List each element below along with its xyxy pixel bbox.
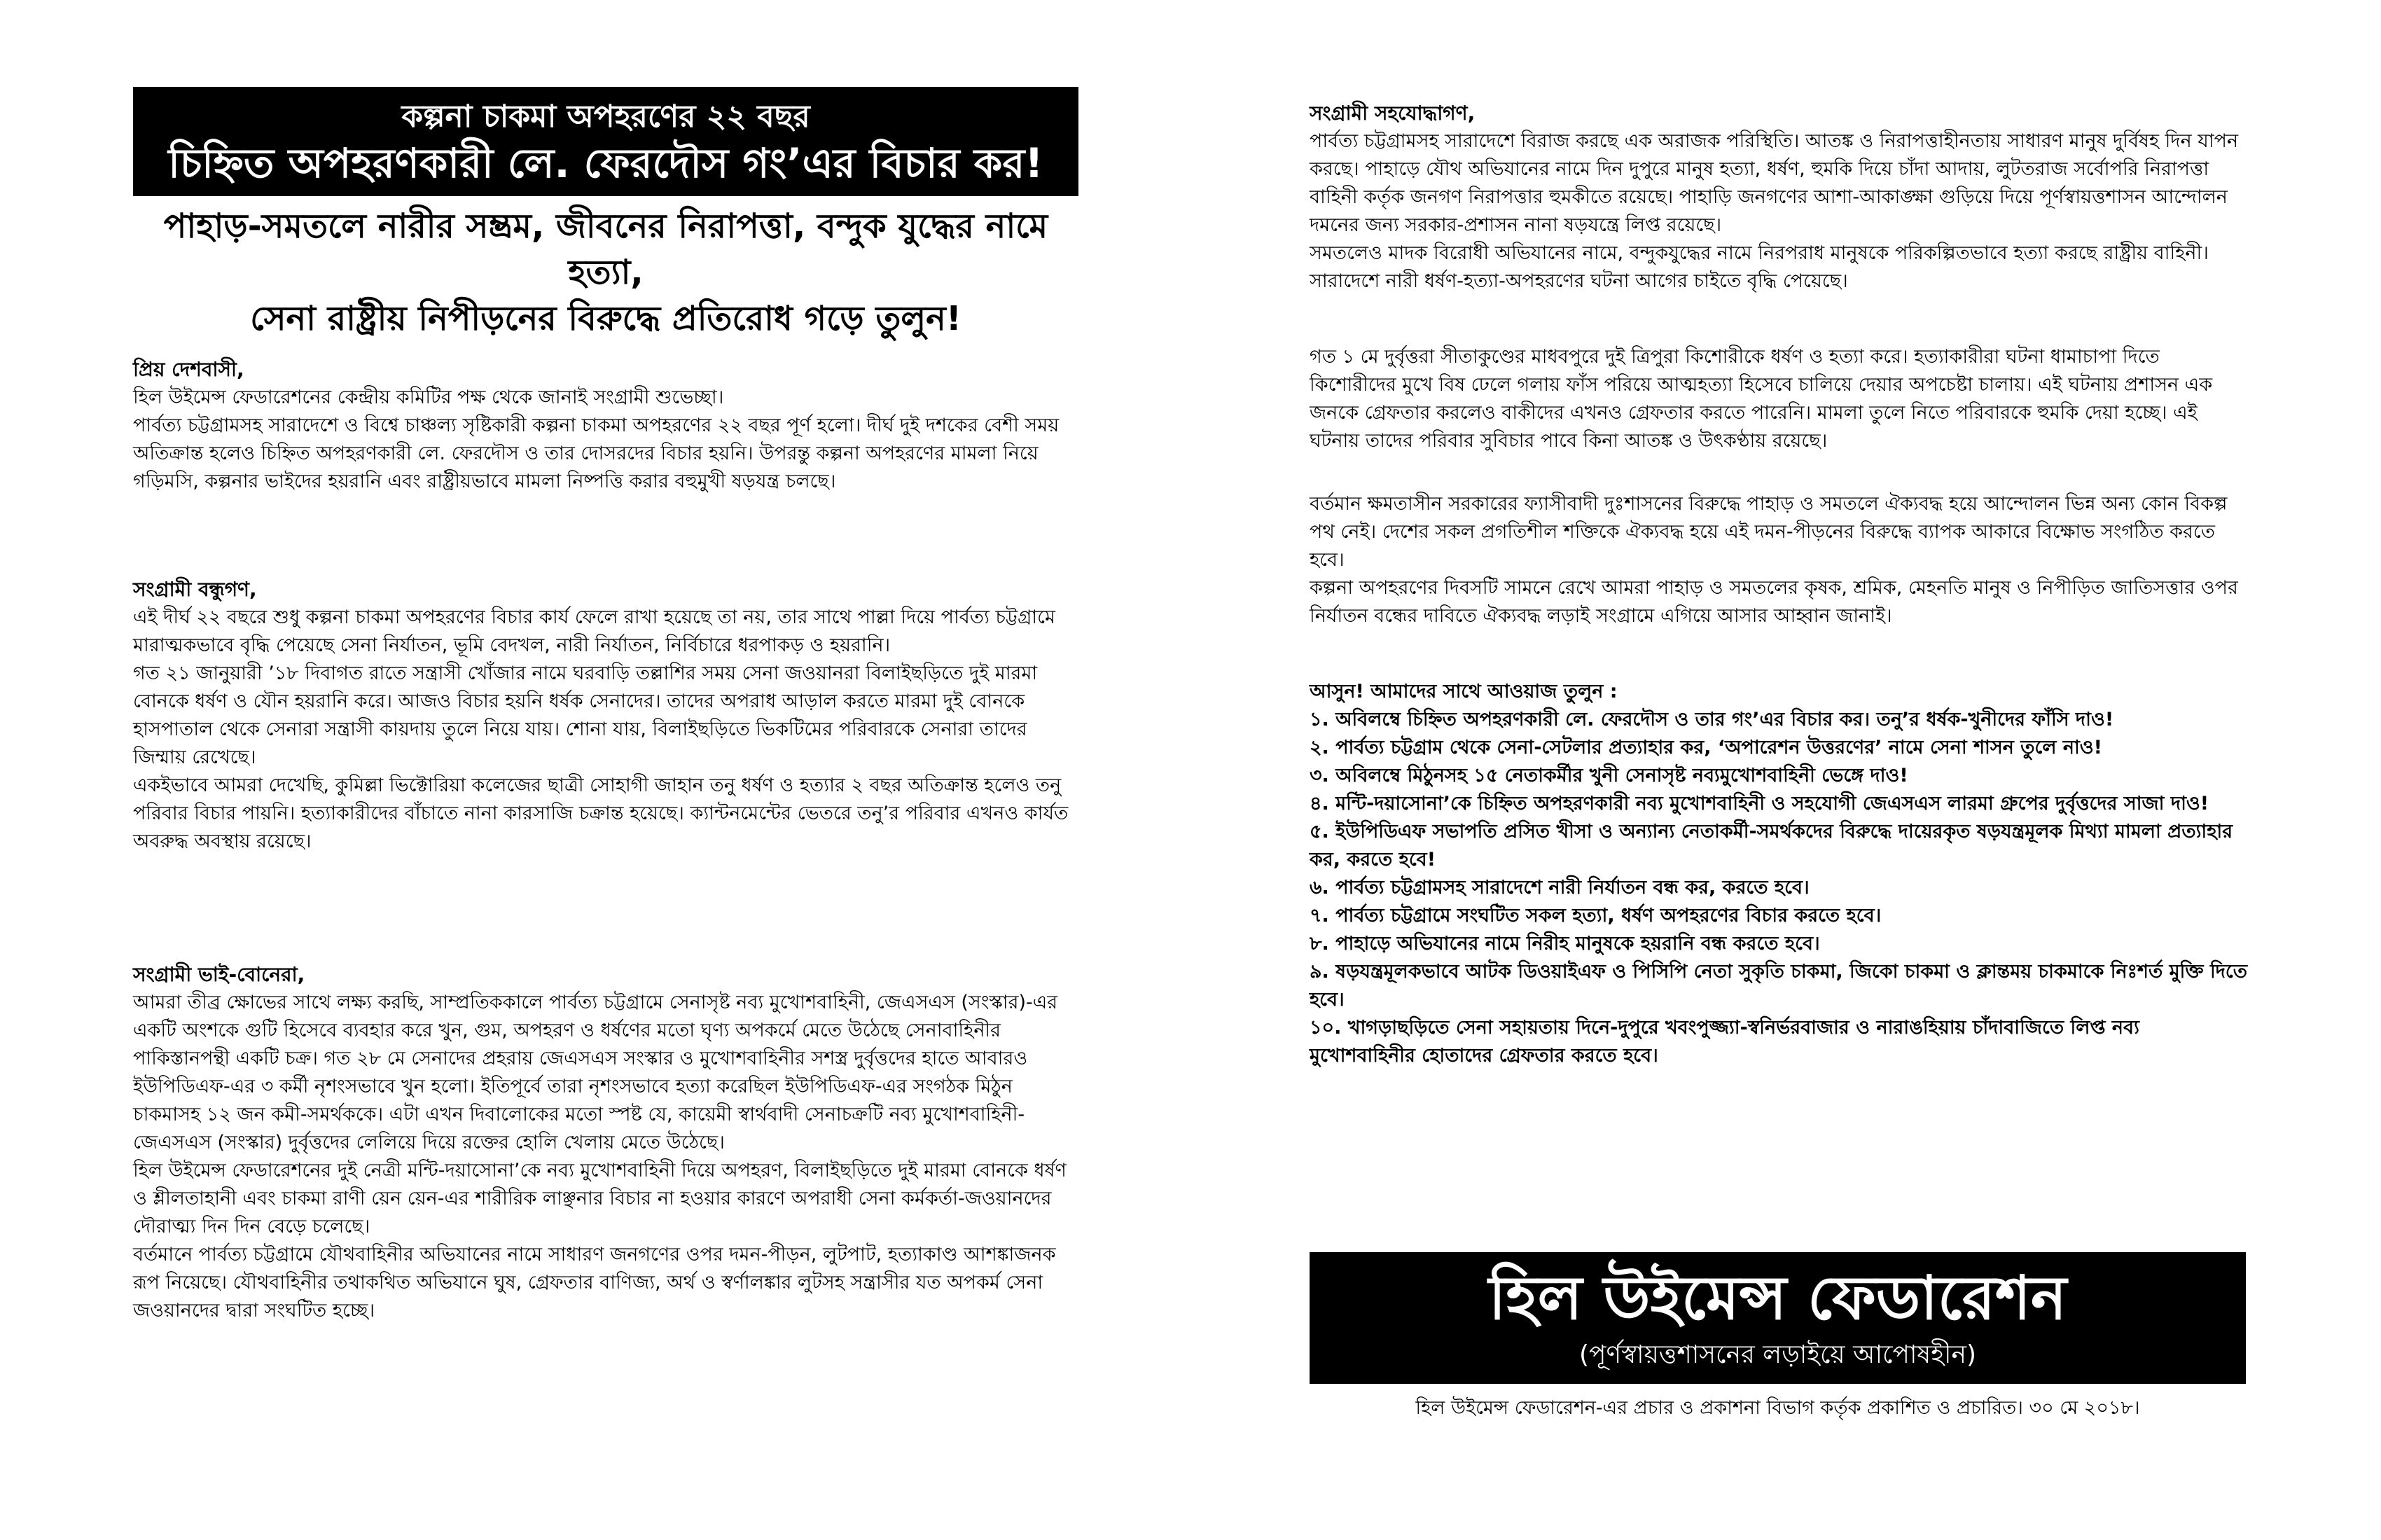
demand-item: ৭. পার্বত্য চট্টগ্রামে সংঘটিত সকল হত্যা, ধর্ষণ অপহরণের বিচার করতে হবে। bbox=[1310, 905, 1882, 927]
paragraph: হিল উইমেন্স ফেডারেশনের কেন্দ্রীয় কমিটির পক্ষ থেকে জানাই সংগ্রামী শুভেচ্ছা। bbox=[133, 387, 724, 408]
demand-item: ৫. ইউপিডিএফ সভাপতি প্রসিত খীসা ও অন্যান্য নেতাকর্মী-সমর্থকদের বিরুদ্ধে দায়েরকৃত ষড়যন্ত্রমূলক মিথ্যা মামলা প্রত্যাহার কর, করতে হবে! bbox=[1310, 821, 2233, 870]
section-sitakunda-incident bbox=[1310, 343, 2248, 455]
paragraph: পার্বত্য চট্টগ্রামসহ সারাদেশে ও বিশ্বে চাঞ্চল্য সৃষ্টিকারী কল্পনা চাকমা অপহরণের ২২ বছর পূর্ণ হলো। দীর্ঘ দুই দশকের বেশী সময় অতিক্রান্ত হলেও চিহ্নিত অপহরণকারী লে. ফেরদৌস ও তার দোসরদের বিচার হয়নি। উপরন্তু কল্পনা অপহরণের মামলা নিয়ে গড়িমসি, কল্পনার ভাইদের হয়রানি এবং রাষ্ট্রীয়ভাবে মামলা নিষ্পত্তি করার বহুমুখী ষড়যন্ত্র চলছে। bbox=[133, 415, 1060, 492]
slogan bbox=[133, 203, 1078, 342]
demand-item: ৩. অবিলম্বে মিঠুনসহ ১৫ নেতাকর্মীর খুনী সেনাসৃষ্ট নব্যমুখোশবাহিনী ভেঙ্গে দাও! bbox=[1310, 765, 1908, 786]
section-comrade-friends bbox=[133, 576, 1078, 856]
organization-banner bbox=[1310, 1252, 2246, 1384]
section-heading: সংগ্রামী ভাই-বোনেরা, bbox=[133, 963, 305, 986]
demand-item: ৪. মন্টি-দয়াসোনা’কে চিহ্নিত অপহরণকারী নব্য মুখোশবাহিনী ও সহযোগী জেএসএস লারমা গ্রুপের দুর্বৃত্তদের সাজা দাও! bbox=[1310, 793, 2209, 814]
paragraph: সমতলেও মাদক বিরোধী অভিযানের নামে, বন্দুকযুদ্ধের নামে নিরপরাধ মানুষকে পরিকল্পিতভাবে হত্যা করছে রাষ্ট্রীয় বাহিনী। সারাদেশে নারী ধর্ষণ-হত্যা-অপহরণের ঘটনা আগের চাইতে বৃদ্ধি পেয়েছে। bbox=[1310, 242, 2209, 292]
title-banner bbox=[133, 87, 1078, 196]
demands-heading: আসুন! আমাদের সাথে আওয়াজ তুলুন : bbox=[1310, 681, 1618, 702]
section-fellow-fighters bbox=[1310, 99, 2248, 296]
demand-item: ১০. খাগড়াছড়িতে সেনা সহায়তায় দিনে-দুপুরে খবংপুজ্জ্যা-স্বনির্ভরবাজার ও নারাঙহিয়ায় চাঁদাবাজিতে লিপ্ত নব্য মুখোশবাহিনীর হোতাদের গ্রেফতার করতে হবে। bbox=[1310, 1017, 2139, 1067]
slogan-line-2: সেনা রাষ্ট্রীয় নিপীড়নের বিরুদ্ধে প্রতিরোধ গড়ে তুলুন! bbox=[250, 299, 962, 338]
paragraph: গত ২১ জানুয়ারী ’১৮ দিবাগত রাতে সন্ত্রাসী খোঁজার নামে ঘরবাড়ি তল্লাশির সময় সেনা জওয়ানরা বিলাইছড়িতে দুই মারমা বোনকে ধর্ষণ ও যৌন হয়রানি করে। আজও বিচার হয়নি ধর্ষক সেনাদের। তাদের অপরাধ আড়াল করতে মারমা দুই বোনকে হাসপাতাল থেকে সেনারা সন্ত্রাসী কায়দায় তুলে নিয়ে যায়। শোনা যায়, বিলাইছড়িতে ভিকটিমের পরিবারকে সেনারা তাদের জিম্মায় রেখেছে। bbox=[133, 663, 1038, 768]
section-call-to-unite bbox=[1310, 490, 2248, 630]
paragraph: কল্পনা অপহরণের দিবসটি সামনে রেখে আমরা পাহাড় ও সমতলের কৃষক, শ্রমিক, মেহনতি মানুষ ও নিপীড়িত জাতিসত্তার ওপর নির্যাতন বন্ধের দাবিতে ঐক্যবদ্ধ লড়াই সংগ্রামে এগিয়ে আসার আহ্বান জানাই। bbox=[1310, 577, 2238, 627]
paragraph: এই দীর্ঘ ২২ বছরে শুধু কল্পনা চাকমা অপহরণের বিচার কার্য ফেলে রাখা হয়েছে তা নয়, তার সাথে পাল্লা দিয়ে পার্বত্য চট্টগ্রামে মারাত্মকভাবে বৃদ্ধি পেয়েছে সেনা নির্যাতন, ভূমি বেদখল, নারী নির্যাতন, নির্বিচারে ধরপাকড় ও হয়রানি। bbox=[133, 606, 1055, 656]
paragraph: একইভাবে আমরা দেখেছি, কুমিল্লা ভিক্টোরিয়া কলেজের ছাত্রী সোহাগী জাহান তনু ধর্ষণ ও হত্যার ২ বছর অতিক্রান্ত হলেও তনু পরিবার বিচার পায়নি। হত্যাকারীদের বাঁচাতে নানা কারসাজি চক্রান্ত হয়েছে। ক্যান্টনমেন্টের ভেতরে তনু’র পরিবার এখনও কার্যত অবরুদ্ধ অবস্থায় রয়েছে। bbox=[133, 775, 1069, 852]
demand-item: ৬. পার্বত্য চট্টগ্রামসহ সারাদেশে নারী নির্যাতন বন্ধ কর, করতে হবে। bbox=[1310, 877, 1810, 899]
organization-name: হিল উইমেন্স ফেডারেশন bbox=[1488, 1263, 2067, 1333]
title-line-1: কল্পনা চাকমা অপহরণের ২২ বছর bbox=[401, 99, 810, 134]
publication-note: হিল উইমেন্স ফেডারেশন-এর প্রচার ও প্রকাশনা বিভাগ কর্তৃক প্রকাশিত ও প্রচারিত। ৩০ মে ২০১৮। bbox=[1415, 1397, 2140, 1419]
slogan-line-1: পাহাড়-সমতলে নারীর সম্ভ্রম, জীবনের নিরাপত্তা, বন্দুক যুদ্ধের নামে হত্যা, bbox=[163, 207, 1048, 292]
demand-item: ৯. ষড়যন্ত্রমূলকভাবে আটক ডিওয়াইএফ ও পিসিপি নেতা সুকৃতি চাকমা, জিকো চাকমা ও ক্লান্তময় চাকমাকে নিঃশর্ত মুক্তি দিতে হবে। bbox=[1310, 961, 2248, 1011]
section-dear-countrymen bbox=[133, 356, 1078, 496]
section-brothers-sisters bbox=[133, 961, 1078, 1325]
demand-item: ৮. পাহাড়ে অভিযানের নামে নিরীহ মানুষকে হয়রানি বন্ধ করতে হবে। bbox=[1310, 933, 1820, 955]
paragraph: বর্তমান ক্ষমতাসীন সরকারের ফ্যাসীবাদী দুঃশাসনের বিরুদ্ধে পাহাড় ও সমতলে ঐক্যবদ্ধ হয়ে আন্দোলন ভিন্ন অন্য কোন বিকল্প পথ নেই। দেশের সকল প্রগতিশীল শক্তিকে ঐক্যবদ্ধ হয়ে এই দমন-পীড়নের বিরুদ্ধে ব্যাপক আকারে বিক্ষোভ সংগঠিত করতে হবে। bbox=[1310, 493, 2228, 571]
paragraph: পার্বত্য চট্টগ্রামসহ সারাদেশে বিরাজ করছে এক অরাজক পরিস্থিতি। আতঙ্ক ও নিরাপত্তাহীনতায় সাধারণ মানুষ দুর্বিষহ দিন যাপন করছে। পাহাড়ে যৌথ অভিযানের নামে দিন দুপুরে মানুষ হত্যা, ধর্ষণ, হুমকি দিয়ে চাঁদা আদায়, লুটতরাজ সর্বোপরি নিরাপত্তা বাহিনী কর্তৃক জনগণ নিরাপত্তার হুমকীতে রয়েছে। পাহাড়ি জনগণের আশা-আকাঙ্ক্ষা গুড়িয়ে দিয়ে পূর্ণস্বায়ত্তশাসন আন্দোলন দমনের জন্য সরকার-প্রশাসন নানা ষড়যন্ত্রে লিপ্ত রয়েছে। bbox=[1310, 130, 2239, 236]
section-heading: প্রিয় দেশবাসী, bbox=[133, 358, 244, 381]
title-line-2: চিহ্নিত অপহরণকারী লে. ফেরদৌস গং’এর বিচার কর! bbox=[168, 139, 1043, 187]
paragraph: আমরা তীব্র ক্ষোভের সাথে লক্ষ্য করছি, সাম্প্রতিককালে পার্বত্য চট্টগ্রামে সেনাসৃষ্ট নব্য মুখোশবাহিনী, জেএসএস (সংস্কার)-এর একটি অংশকে গুটি হিসেবে ব্যবহার করে খুন, গুম, অপহরণ ও ধর্ষণের মতো ঘৃণ্য অপকর্মে মেতে উঠেছে সেনাবাহিনীর পাকিস্তানপন্থী একটি চক্র। গত ২৮ মে সেনাদের প্রহরায় জেএসএস সংস্কার ও মুখোশবাহিনীর সশস্ত্র দুর্বৃত্তদের হাতে আবারও ইউপিডিএফ-এর ৩ কর্মী নৃশংসভাবে খুন হলো। ইতিপূর্বে তারা নৃশংসভাবে হত্যা করেছিল ইউপিডিএফ-এর সংগঠক মিঠুন চাকমাসহ ১২ জন কমী-সমর্থককে। এটা এখন দিবালোকের মতো স্পষ্ট যে, কায়েমী স্বার্থবাদী সেনাচক্রটি নব্য মুখোশবাহিনী-জেএসএস (সংস্কার) দুর্বৃত্তদের লেলিয়ে দিয়ে রক্তের হোলি খেলায় মেতে উঠেছে। bbox=[133, 992, 1058, 1153]
paragraph: হিল উইমেন্স ফেডারেশনের দুই নেত্রী মন্টি-দয়াসোনা’কে নব্য মুখোশবাহিনী দিয়ে অপহরণ, বিলাইছড়িতে দুই মারমা বোনকে ধর্ষণ ও শ্লীলতাহানী এবং চাকমা রাণী য়েন য়েন-এর শারীরিক লাঞ্ছনার বিচার না হওয়ার কারণে অপরাধী সেনা কর্মকর্তা-জওয়ানদের দৌরাত্ম্য দিন দিন বেড়ে চলেছে। bbox=[133, 1160, 1067, 1237]
demand-item: ২. পার্বত্য চট্টগ্রাম থেকে সেনা-সেটলার প্রত্যাহার কর, ‘অপারেশন উত্তরণের’ নামে সেনা শাসন তুলে নাও! bbox=[1310, 737, 2102, 758]
paragraph: বর্তমানে পার্বত্য চট্টগ্রামে যৌথবাহিনীর অভিযানের নামে সাধারণ জনগণের ওপর দমন-পীড়ন, লুটপাট, হত্যাকাণ্ড আশঙ্কাজনক রূপ নিয়েছে। যৌথবাহিনীর তথাকথিত অভিযানে ঘুষ, গ্রেফতার বাণিজ্য, অর্থ ও স্বর্ণালঙ্কার লুটসহ সন্ত্রাসীর যত অপকর্ম সেনা জওয়ানদের দ্বারা সংঘটিত হচ্ছে। bbox=[133, 1244, 1056, 1322]
section-heading: সংগ্রামী বন্ধুগণ, bbox=[133, 578, 257, 601]
demand-item: ১. অবিলম্বে চিহ্নিত অপহরণকারী লে. ফেরদৌস ও তার গং’এর বিচার কর। তনু’র ধর্ষক-খুনীদের ফাঁসি দাও! bbox=[1310, 709, 2114, 730]
demands-list bbox=[1310, 678, 2248, 1070]
organization-tagline: (পূর্ণস্বায়ত্তশাসনের লড়াইয়ে আপোষহীন) bbox=[1578, 1340, 1976, 1369]
section-heading: সংগ্রামী সহযোদ্ধাগণ, bbox=[1310, 102, 1476, 125]
paragraph: গত ১ মে দুর্বৃত্তরা সীতাকুণ্ডের মাধবপুরে দুই ত্রিপুরা কিশোরীকে ধর্ষণ ও হত্যা করে। হত্যাকারীরা ঘটনা ধামাচাপা দিতে কিশোরীদের মুখে বিষ ঢেলে গলায় ফাঁস পরিয়ে আত্মহত্যা হিসেবে চালিয়ে দেয়ার অপচেষ্টা চালায়। এই ঘটনায় প্রশাসন এক জনকে গ্রেফতার করলেও বাকীদের এখনও গ্রেফতার করতে পারেনি। মামলা তুলে নিতে পরিবারকে হুমকি দেয়া হচ্ছে। এই ঘটনায় তাদের পরিবার সুবিচার পাবে কিনা আতঙ্ক ও উৎকণ্ঠায় রয়েছে। bbox=[1310, 346, 2213, 452]
